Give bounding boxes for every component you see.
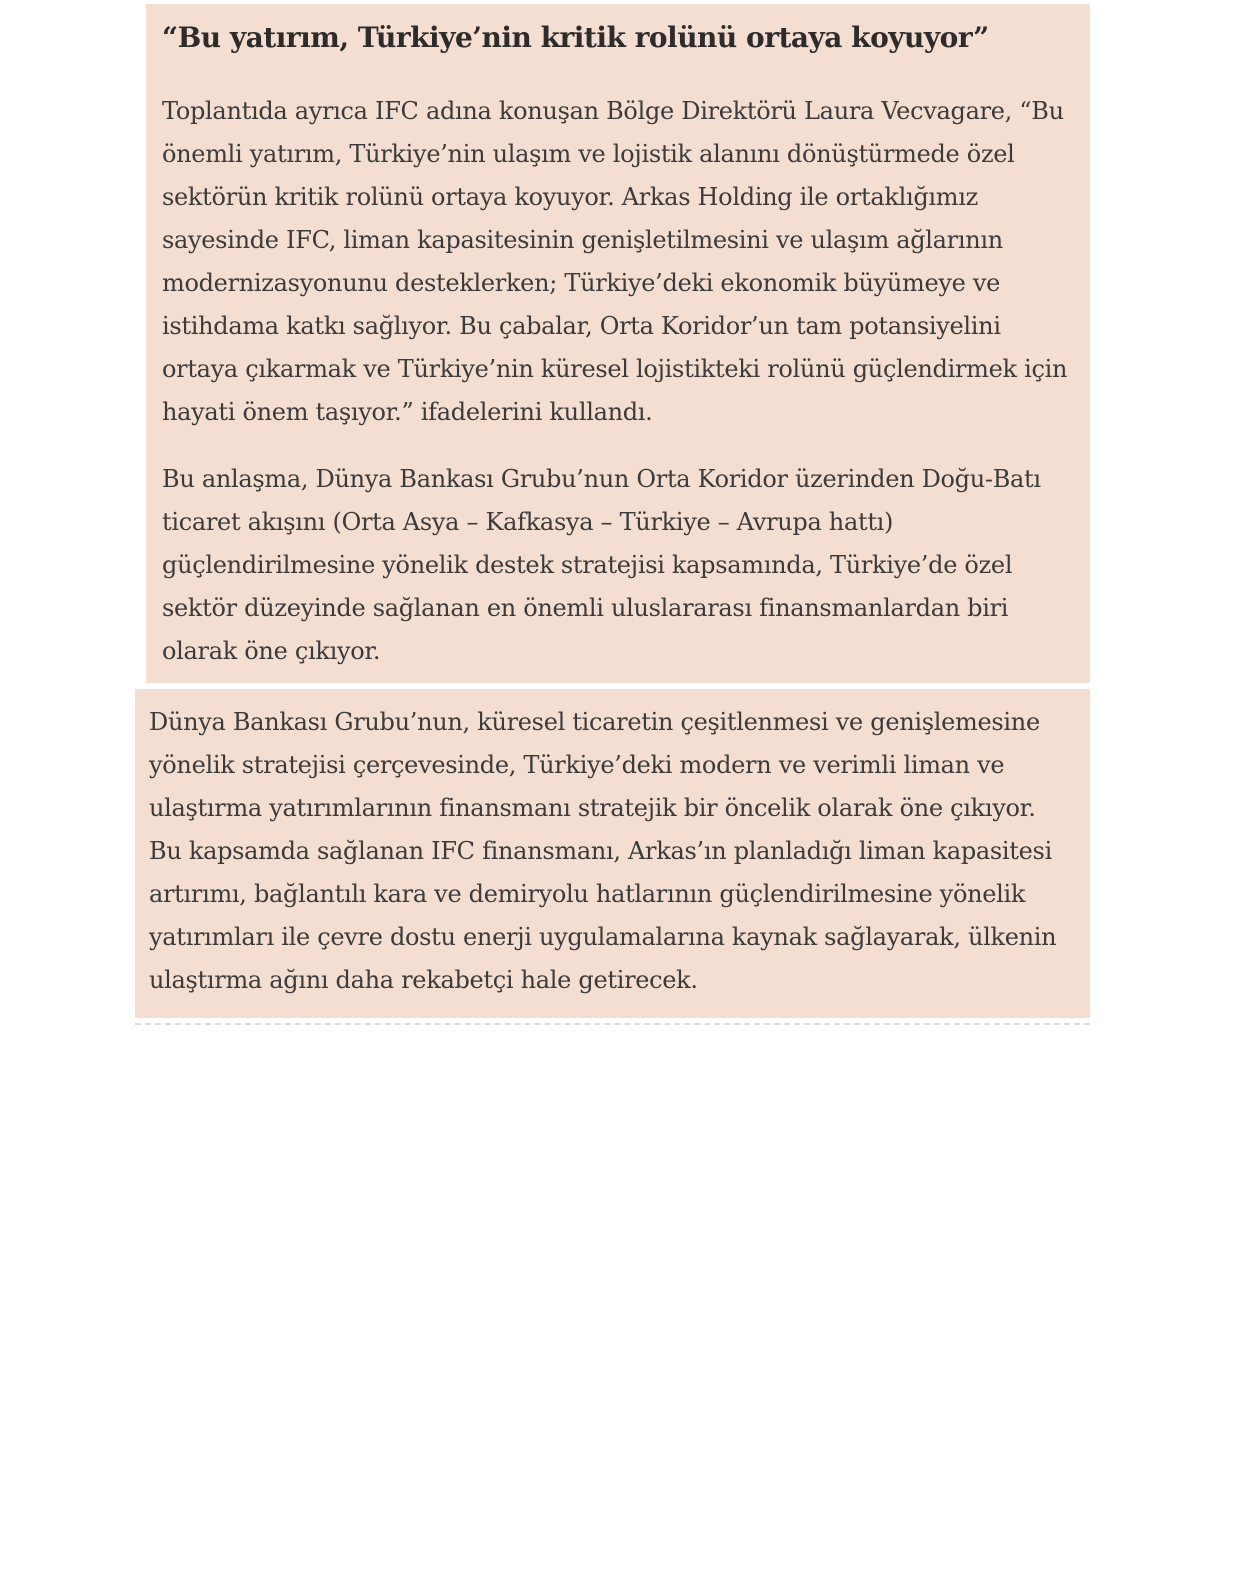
quote-heading: “Bu yatırım, Türkiye’nin kritik rolünü ortaya koyuyor” — [162, 21, 989, 54]
dashed-separator — [135, 1023, 1090, 1025]
body-paragraph-1: Dünya Bankası Grubu’nun, küresel ticaretin çeşitlenmesi ve genişlemesine yönelik stratejisi çerçevesinde, Türkiye’deki modern ve verimli liman ve ulaştırma yatırımlarının finansmanı stratejik bir öncelik olarak öne çıkıyor. Bu kapsamda sağlanan IFC finansmanı, Arkas’ın planladığı liman kapasitesi artırımı, bağlantılı kara ve demiryolu hatlarının güçlendirilmesine yönelik yatırımları ile çevre dostu enerji uygulamalarına kaynak sağlayarak, ülkenin ulaştırma ağını daha rekabetçi hale getirecek. — [149, 708, 1057, 994]
article — [135, 4, 1090, 1025]
quote-paragraph-2: Bu anlaşma, Dünya Bankası Grubu’nun Orta Koridor üzerinden Doğu-Batı ticaret akışını (Orta Asya – Kafkasya – Türkiye – Avrupa hattı) güçlendirilmesine yönelik destek stratejisi kapsamında, Türkiye’de özel sektör düzeyinde sağlanan en önemli uluslararası finansmanlardan biri olarak öne çıkıyor. — [162, 465, 1041, 665]
quote-paragraph-1: Toplantıda ayrıca IFC adına konuşan Bölge Direktörü Laura Vecvagare, “Bu önemli yatırım, Türkiye’nin ulaşım ve lojistik alanını dönüştürmede özel sektörün kritik rolünü ortaya koyuyor. Arkas Holding ile ortaklığımız sayesinde IFC, liman kapasitesinin genişletilmesini ve ulaşım ağlarının modernizasyonunu desteklerken; Türkiye’deki ekonomik büyümeye ve istihdama katkı sağlıyor. Bu çabalar, Orta Koridor’un tam potansiyelini ortaya çıkarmak ve Türkiye’nin küresel lojistikteki rolünü güçlendirmek için hayati önem taşıyor.” ifadelerini kullandı. — [162, 97, 1068, 426]
quote-block — [146, 4, 1090, 683]
body-block — [135, 689, 1090, 1018]
